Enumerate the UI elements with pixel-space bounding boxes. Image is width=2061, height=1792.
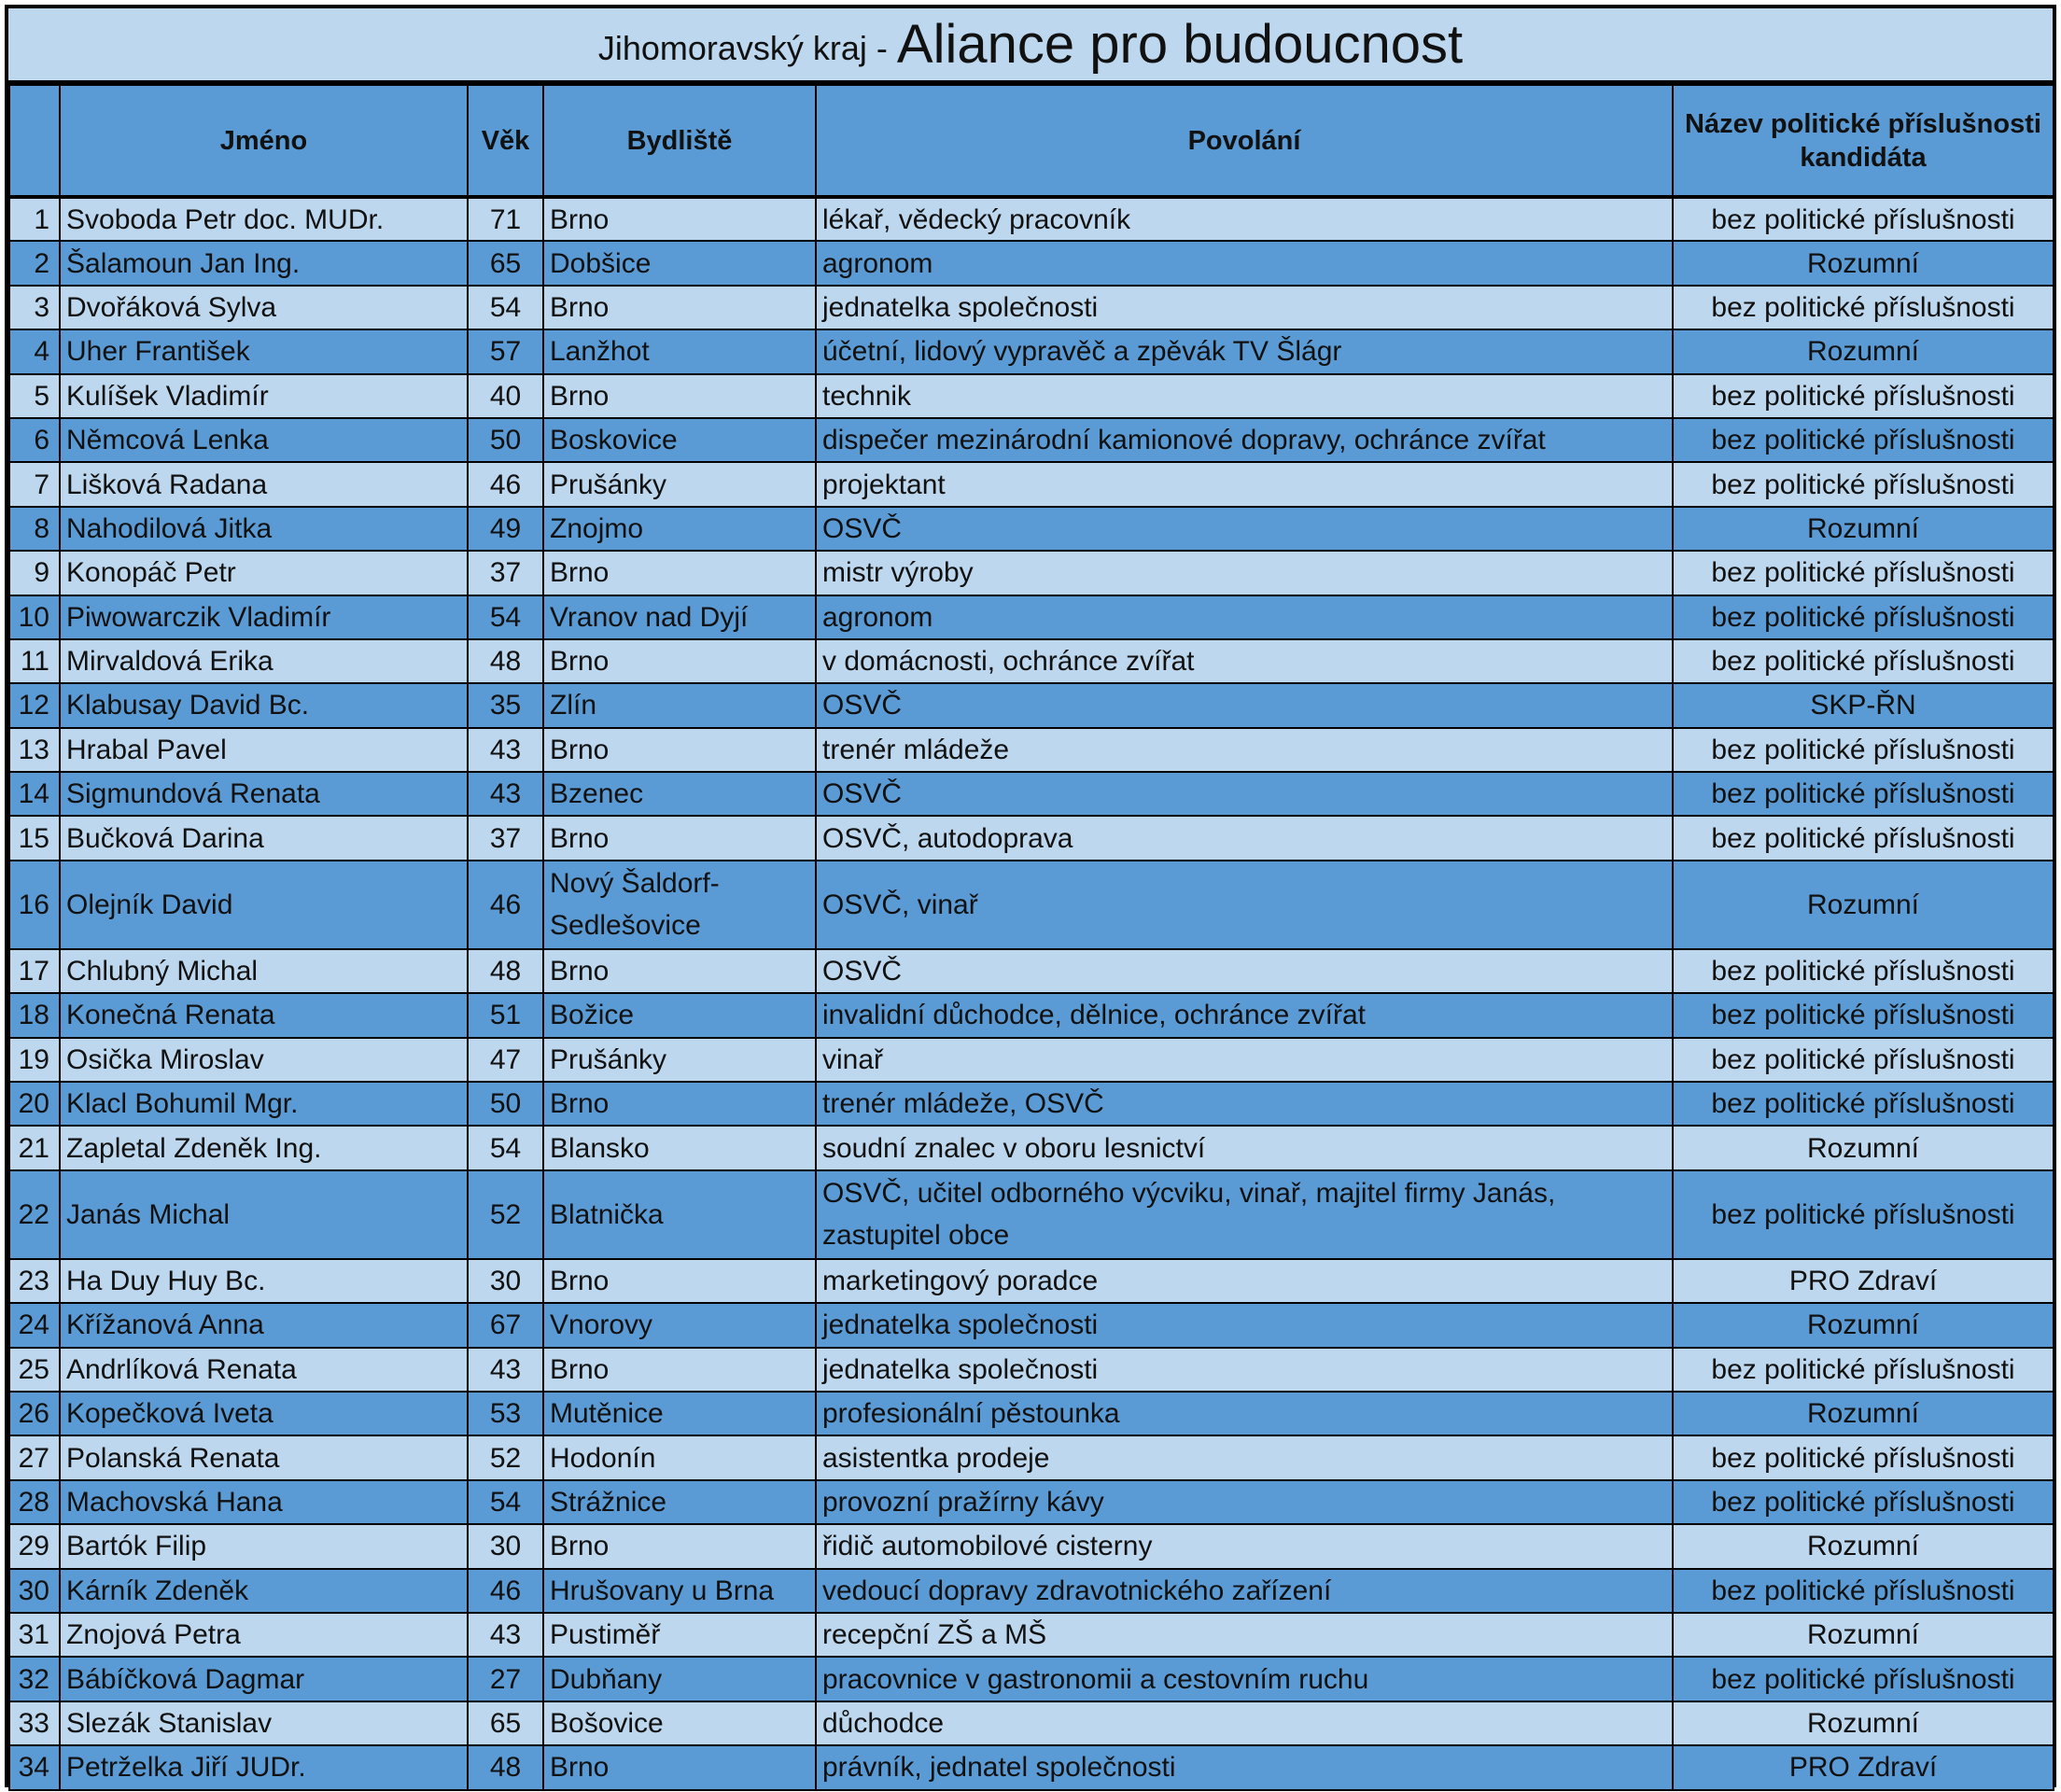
- candidate-age: 43: [468, 772, 543, 816]
- candidate-occupation: v domácnosti, ochránce zvířat: [816, 639, 1673, 683]
- table-row: [9, 639, 2054, 683]
- candidate-residence: Bošovice: [543, 1701, 816, 1745]
- header-row: [9, 85, 2054, 197]
- candidate-affiliation: bez politické příslušnosti: [1673, 197, 2054, 241]
- candidate-affiliation: bez politické příslušnosti: [1673, 551, 2054, 595]
- candidate-name: Polanská Renata: [60, 1435, 468, 1479]
- candidate-name: Kárník Zdeněk: [60, 1569, 468, 1613]
- candidate-residence: Mutěnice: [543, 1392, 816, 1435]
- table-row: [9, 728, 2054, 772]
- candidate-occupation: OSVČ, vinař: [816, 861, 1673, 949]
- candidate-residence: Bzenec: [543, 772, 816, 816]
- candidate-occupation: marketingový poradce: [816, 1259, 1673, 1303]
- candidate-occupation: vedoucí dopravy zdravotnického zařízení: [816, 1569, 1673, 1613]
- table-row: [9, 1613, 2054, 1657]
- candidate-affiliation: bez politické příslušnosti: [1673, 1038, 2054, 1082]
- row-number: 27: [9, 1435, 60, 1479]
- candidate-list-sheet: [5, 5, 2056, 1787]
- row-number: 17: [9, 949, 60, 993]
- candidate-age: 48: [468, 639, 543, 683]
- table-row: [9, 329, 2054, 373]
- table-row: [9, 1435, 2054, 1479]
- candidate-occupation: trenér mládeže: [816, 728, 1673, 772]
- candidate-residence: Boskovice: [543, 418, 816, 462]
- candidate-occupation: jednatelka společnosti: [816, 286, 1673, 329]
- candidate-affiliation: bez politické příslušnosti: [1673, 1348, 2054, 1392]
- candidate-occupation: soudní znalec v oboru lesnictví: [816, 1126, 1673, 1169]
- candidate-name: Olejník David: [60, 861, 468, 949]
- candidate-age: 27: [468, 1657, 543, 1701]
- candidate-occupation: právník, jednatel společnosti: [816, 1745, 1673, 1789]
- candidate-affiliation: Rozumní: [1673, 861, 2054, 949]
- candidate-age: 46: [468, 1569, 543, 1613]
- row-number: 25: [9, 1348, 60, 1392]
- table-row: [9, 241, 2054, 285]
- candidate-affiliation: bez politické příslušnosti: [1673, 772, 2054, 816]
- row-number: 2: [9, 241, 60, 285]
- row-number: 8: [9, 507, 60, 551]
- candidate-affiliation: bez politické příslušnosti: [1673, 1569, 2054, 1613]
- candidate-name: Piwowarczik Vladimír: [60, 595, 468, 639]
- header-num: [9, 85, 60, 197]
- candidate-residence: Pustiměř: [543, 1613, 816, 1657]
- candidate-age: 52: [468, 1170, 543, 1259]
- candidate-affiliation: Rozumní: [1673, 1524, 2054, 1568]
- candidate-name: Konopáč Petr: [60, 551, 468, 595]
- candidate-occupation: OSVČ: [816, 683, 1673, 727]
- table-row: [9, 1170, 2054, 1259]
- table-row: [9, 1348, 2054, 1392]
- candidate-age: 54: [468, 286, 543, 329]
- candidate-table: [8, 84, 2054, 1791]
- row-number: 29: [9, 1524, 60, 1568]
- candidate-name: Bučková Darina: [60, 816, 468, 860]
- candidate-residence: Brno: [543, 949, 816, 993]
- candidate-age: 43: [468, 1613, 543, 1657]
- table-row: [9, 1701, 2054, 1745]
- table-body: [9, 197, 2054, 1790]
- candidate-occupation: lékař, vědecký pracovník: [816, 197, 1673, 241]
- candidate-name: Konečná Renata: [60, 993, 468, 1037]
- row-number: 30: [9, 1569, 60, 1613]
- candidate-age: 46: [468, 861, 543, 949]
- candidate-residence: Brno: [543, 816, 816, 860]
- candidate-affiliation: bez politické příslušnosti: [1673, 1082, 2054, 1126]
- candidate-residence: Brno: [543, 374, 816, 418]
- row-number: 15: [9, 816, 60, 860]
- candidate-name: Křížanová Anna: [60, 1303, 468, 1347]
- candidate-age: 54: [468, 595, 543, 639]
- candidate-age: 48: [468, 1745, 543, 1789]
- candidate-name: Andrlíková Renata: [60, 1348, 468, 1392]
- row-number: 23: [9, 1259, 60, 1303]
- candidate-age: 43: [468, 728, 543, 772]
- candidate-name: Petrželka Jiří JUDr.: [60, 1745, 468, 1789]
- candidate-age: 57: [468, 329, 543, 373]
- candidate-name: Janás Michal: [60, 1170, 468, 1259]
- candidate-name: Bábíčková Dagmar: [60, 1657, 468, 1701]
- table-row: [9, 507, 2054, 551]
- candidate-residence: Brno: [543, 286, 816, 329]
- table-row: [9, 1082, 2054, 1126]
- candidate-affiliation: bez politické příslušnosti: [1673, 374, 2054, 418]
- candidate-age: 51: [468, 993, 543, 1037]
- candidate-occupation: OSVČ: [816, 949, 1673, 993]
- row-number: 26: [9, 1392, 60, 1435]
- candidate-residence: Znojmo: [543, 507, 816, 551]
- candidate-age: 46: [468, 462, 543, 506]
- candidate-residence: Lanžhot: [543, 329, 816, 373]
- candidate-affiliation: SKP-ŘN: [1673, 683, 2054, 727]
- table-row: [9, 374, 2054, 418]
- candidate-age: 35: [468, 683, 543, 727]
- candidate-affiliation: bez politické příslušnosti: [1673, 462, 2054, 506]
- table-row: [9, 861, 2054, 949]
- candidate-age: 30: [468, 1524, 543, 1568]
- table-row: [9, 462, 2054, 506]
- candidate-affiliation: bez politické příslušnosti: [1673, 1657, 2054, 1701]
- candidate-occupation: jednatelka společnosti: [816, 1348, 1673, 1392]
- table-row: [9, 1038, 2054, 1082]
- candidate-name: Němcová Lenka: [60, 418, 468, 462]
- table-row: [9, 286, 2054, 329]
- candidate-occupation: důchodce: [816, 1701, 1673, 1745]
- row-number: 22: [9, 1170, 60, 1259]
- row-number: 13: [9, 728, 60, 772]
- candidate-affiliation: bez politické příslušnosti: [1673, 1480, 2054, 1524]
- candidate-name: Dvořáková Sylva: [60, 286, 468, 329]
- candidate-occupation: jednatelka společnosti: [816, 1303, 1673, 1347]
- row-number: 20: [9, 1082, 60, 1126]
- row-number: 1: [9, 197, 60, 241]
- candidate-name: Lišková Radana: [60, 462, 468, 506]
- header-age: Věk: [468, 85, 543, 197]
- candidate-affiliation: bez politické příslušnosti: [1673, 993, 2054, 1037]
- candidate-name: Sigmundová Renata: [60, 772, 468, 816]
- table-row: [9, 551, 2054, 595]
- candidate-residence: Brno: [543, 728, 816, 772]
- row-number: 7: [9, 462, 60, 506]
- candidate-occupation: OSVČ: [816, 507, 1673, 551]
- row-number: 21: [9, 1126, 60, 1169]
- candidate-residence: Blatnička: [543, 1170, 816, 1259]
- candidate-name: Nahodilová Jitka: [60, 507, 468, 551]
- candidate-residence: Brno: [543, 1259, 816, 1303]
- row-number: 10: [9, 595, 60, 639]
- candidate-age: 30: [468, 1259, 543, 1303]
- title-bar: [8, 8, 2053, 84]
- candidate-affiliation: bez politické příslušnosti: [1673, 949, 2054, 993]
- candidate-affiliation: bez politické příslušnosti: [1673, 639, 2054, 683]
- candidate-name: Ha Duy Huy Bc.: [60, 1259, 468, 1303]
- candidate-affiliation: bez politické příslušnosti: [1673, 816, 2054, 860]
- candidate-name: Mirvaldová Erika: [60, 639, 468, 683]
- candidate-occupation: asistentka prodeje: [816, 1435, 1673, 1479]
- candidate-residence: Strážnice: [543, 1480, 816, 1524]
- candidate-residence: Prušánky: [543, 1038, 816, 1082]
- candidate-name: Osička Miroslav: [60, 1038, 468, 1082]
- candidate-age: 40: [468, 374, 543, 418]
- candidate-residence: Brno: [543, 1348, 816, 1392]
- candidate-name: Klacl Bohumil Mgr.: [60, 1082, 468, 1126]
- candidate-age: 37: [468, 816, 543, 860]
- row-number: 5: [9, 374, 60, 418]
- candidate-name: Uher František: [60, 329, 468, 373]
- candidate-occupation: OSVČ, autodoprava: [816, 816, 1673, 860]
- candidate-occupation: technik: [816, 374, 1673, 418]
- row-number: 11: [9, 639, 60, 683]
- candidate-name: Kopečková Iveta: [60, 1392, 468, 1435]
- candidate-age: 67: [468, 1303, 543, 1347]
- candidate-affiliation: bez politické příslušnosti: [1673, 1170, 2054, 1259]
- candidate-residence: Brno: [543, 197, 816, 241]
- candidate-name: Hrabal Pavel: [60, 728, 468, 772]
- title-region: Jihomoravský kraj -: [597, 28, 888, 67]
- table-row: [9, 1745, 2054, 1789]
- table-row: [9, 418, 2054, 462]
- table-row: [9, 1569, 2054, 1613]
- row-number: 12: [9, 683, 60, 727]
- candidate-affiliation: Rozumní: [1673, 241, 2054, 285]
- candidate-age: 47: [468, 1038, 543, 1082]
- table-row: [9, 816, 2054, 860]
- candidate-age: 54: [468, 1126, 543, 1169]
- candidate-name: Bartók Filip: [60, 1524, 468, 1568]
- title-party: Aliance pro budoucnost: [896, 14, 1464, 75]
- candidate-age: 65: [468, 1701, 543, 1745]
- candidate-name: Kulíšek Vladimír: [60, 374, 468, 418]
- candidate-name: Zapletal Zdeněk Ing.: [60, 1126, 468, 1169]
- row-number: 33: [9, 1701, 60, 1745]
- candidate-residence: Božice: [543, 993, 816, 1037]
- candidate-residence: Vnorovy: [543, 1303, 816, 1347]
- table-row: [9, 1524, 2054, 1568]
- candidate-affiliation: PRO Zdraví: [1673, 1259, 2054, 1303]
- candidate-affiliation: Rozumní: [1673, 329, 2054, 373]
- row-number: 19: [9, 1038, 60, 1082]
- candidate-affiliation: Rozumní: [1673, 507, 2054, 551]
- candidate-residence: Prušánky: [543, 462, 816, 506]
- table-row: [9, 197, 2054, 241]
- table-row: [9, 993, 2054, 1037]
- table-row: [9, 772, 2054, 816]
- header-city: Bydliště: [543, 85, 816, 197]
- candidate-affiliation: bez politické příslušnosti: [1673, 418, 2054, 462]
- candidate-name: Znojová Petra: [60, 1613, 468, 1657]
- header-job: Povolání: [816, 85, 1673, 197]
- candidate-affiliation: bez politické příslušnosti: [1673, 1435, 2054, 1479]
- row-number: 4: [9, 329, 60, 373]
- header-name: Jméno: [60, 85, 468, 197]
- candidate-age: 49: [468, 507, 543, 551]
- candidate-occupation: recepční ZŠ a MŠ: [816, 1613, 1673, 1657]
- candidate-occupation: OSVČ: [816, 772, 1673, 816]
- row-number: 32: [9, 1657, 60, 1701]
- candidate-age: 48: [468, 949, 543, 993]
- candidate-residence: Brno: [543, 1745, 816, 1789]
- candidate-affiliation: Rozumní: [1673, 1392, 2054, 1435]
- table-row: [9, 1392, 2054, 1435]
- candidate-residence: Brno: [543, 1524, 816, 1568]
- row-number: 18: [9, 993, 60, 1037]
- candidate-occupation: dispečer mezinárodní kamionové dopravy, ochránce zvířat: [816, 418, 1673, 462]
- candidate-occupation: agronom: [816, 595, 1673, 639]
- candidate-residence: Hodonín: [543, 1435, 816, 1479]
- table-row: [9, 1480, 2054, 1524]
- row-number: 24: [9, 1303, 60, 1347]
- row-number: 9: [9, 551, 60, 595]
- header-affiliation: Název politické příslušnosti kandidáta: [1673, 85, 2054, 197]
- candidate-occupation: mistr výroby: [816, 551, 1673, 595]
- candidate-occupation: pracovnice v gastronomii a cestovním ruchu: [816, 1657, 1673, 1701]
- candidate-affiliation: bez politické příslušnosti: [1673, 595, 2054, 639]
- candidate-residence: Blansko: [543, 1126, 816, 1169]
- table-row: [9, 595, 2054, 639]
- table-row: [9, 683, 2054, 727]
- candidate-age: 52: [468, 1435, 543, 1479]
- table-row: [9, 1126, 2054, 1169]
- candidate-residence: Brno: [543, 551, 816, 595]
- candidate-residence: Dobšice: [543, 241, 816, 285]
- table-row: [9, 1303, 2054, 1347]
- table-row: [9, 1259, 2054, 1303]
- candidate-occupation: invalidní důchodce, dělnice, ochránce zvířat: [816, 993, 1673, 1037]
- candidate-age: 50: [468, 418, 543, 462]
- candidate-residence: Brno: [543, 639, 816, 683]
- candidate-occupation: účetní, lidový vypravěč a zpěvák TV Šlágr: [816, 329, 1673, 373]
- candidate-occupation: agronom: [816, 241, 1673, 285]
- candidate-affiliation: Rozumní: [1673, 1701, 2054, 1745]
- row-number: 34: [9, 1745, 60, 1789]
- candidate-name: Svoboda Petr doc. MUDr.: [60, 197, 468, 241]
- table-row: [9, 949, 2054, 993]
- table-row: [9, 1657, 2054, 1701]
- candidate-age: 53: [468, 1392, 543, 1435]
- candidate-name: Chlubný Michal: [60, 949, 468, 993]
- candidate-name: Šalamoun Jan Ing.: [60, 241, 468, 285]
- candidate-name: Slezák Stanislav: [60, 1701, 468, 1745]
- candidate-residence: Zlín: [543, 683, 816, 727]
- row-number: 31: [9, 1613, 60, 1657]
- row-number: 14: [9, 772, 60, 816]
- candidate-residence: Brno: [543, 1082, 816, 1126]
- candidate-residence: Dubňany: [543, 1657, 816, 1701]
- candidate-age: 65: [468, 241, 543, 285]
- candidate-age: 71: [468, 197, 543, 241]
- candidate-residence: Nový Šaldorf-Sedlešovice: [543, 861, 816, 949]
- candidate-occupation: profesionální pěstounka: [816, 1392, 1673, 1435]
- candidate-occupation: vinař: [816, 1038, 1673, 1082]
- candidate-occupation: řidič automobilové cisterny: [816, 1524, 1673, 1568]
- candidate-residence: Vranov nad Dyjí: [543, 595, 816, 639]
- candidate-affiliation: PRO Zdraví: [1673, 1745, 2054, 1789]
- candidate-age: 54: [468, 1480, 543, 1524]
- row-number: 28: [9, 1480, 60, 1524]
- candidate-affiliation: bez politické příslušnosti: [1673, 286, 2054, 329]
- row-number: 3: [9, 286, 60, 329]
- row-number: 16: [9, 861, 60, 949]
- candidate-name: Machovská Hana: [60, 1480, 468, 1524]
- candidate-age: 50: [468, 1082, 543, 1126]
- row-number: 6: [9, 418, 60, 462]
- candidate-occupation: provozní pražírny kávy: [816, 1480, 1673, 1524]
- candidate-occupation: OSVČ, učitel odborného výcviku, vinař, majitel firmy Janás, zastupitel obce: [816, 1170, 1673, 1259]
- candidate-affiliation: Rozumní: [1673, 1126, 2054, 1169]
- candidate-occupation: projektant: [816, 462, 1673, 506]
- candidate-occupation: trenér mládeže, OSVČ: [816, 1082, 1673, 1126]
- candidate-affiliation: Rozumní: [1673, 1613, 2054, 1657]
- candidate-name: Klabusay David Bc.: [60, 683, 468, 727]
- candidate-affiliation: Rozumní: [1673, 1303, 2054, 1347]
- candidate-affiliation: bez politické příslušnosti: [1673, 728, 2054, 772]
- candidate-age: 43: [468, 1348, 543, 1392]
- candidate-age: 37: [468, 551, 543, 595]
- candidate-residence: Hrušovany u Brna: [543, 1569, 816, 1613]
